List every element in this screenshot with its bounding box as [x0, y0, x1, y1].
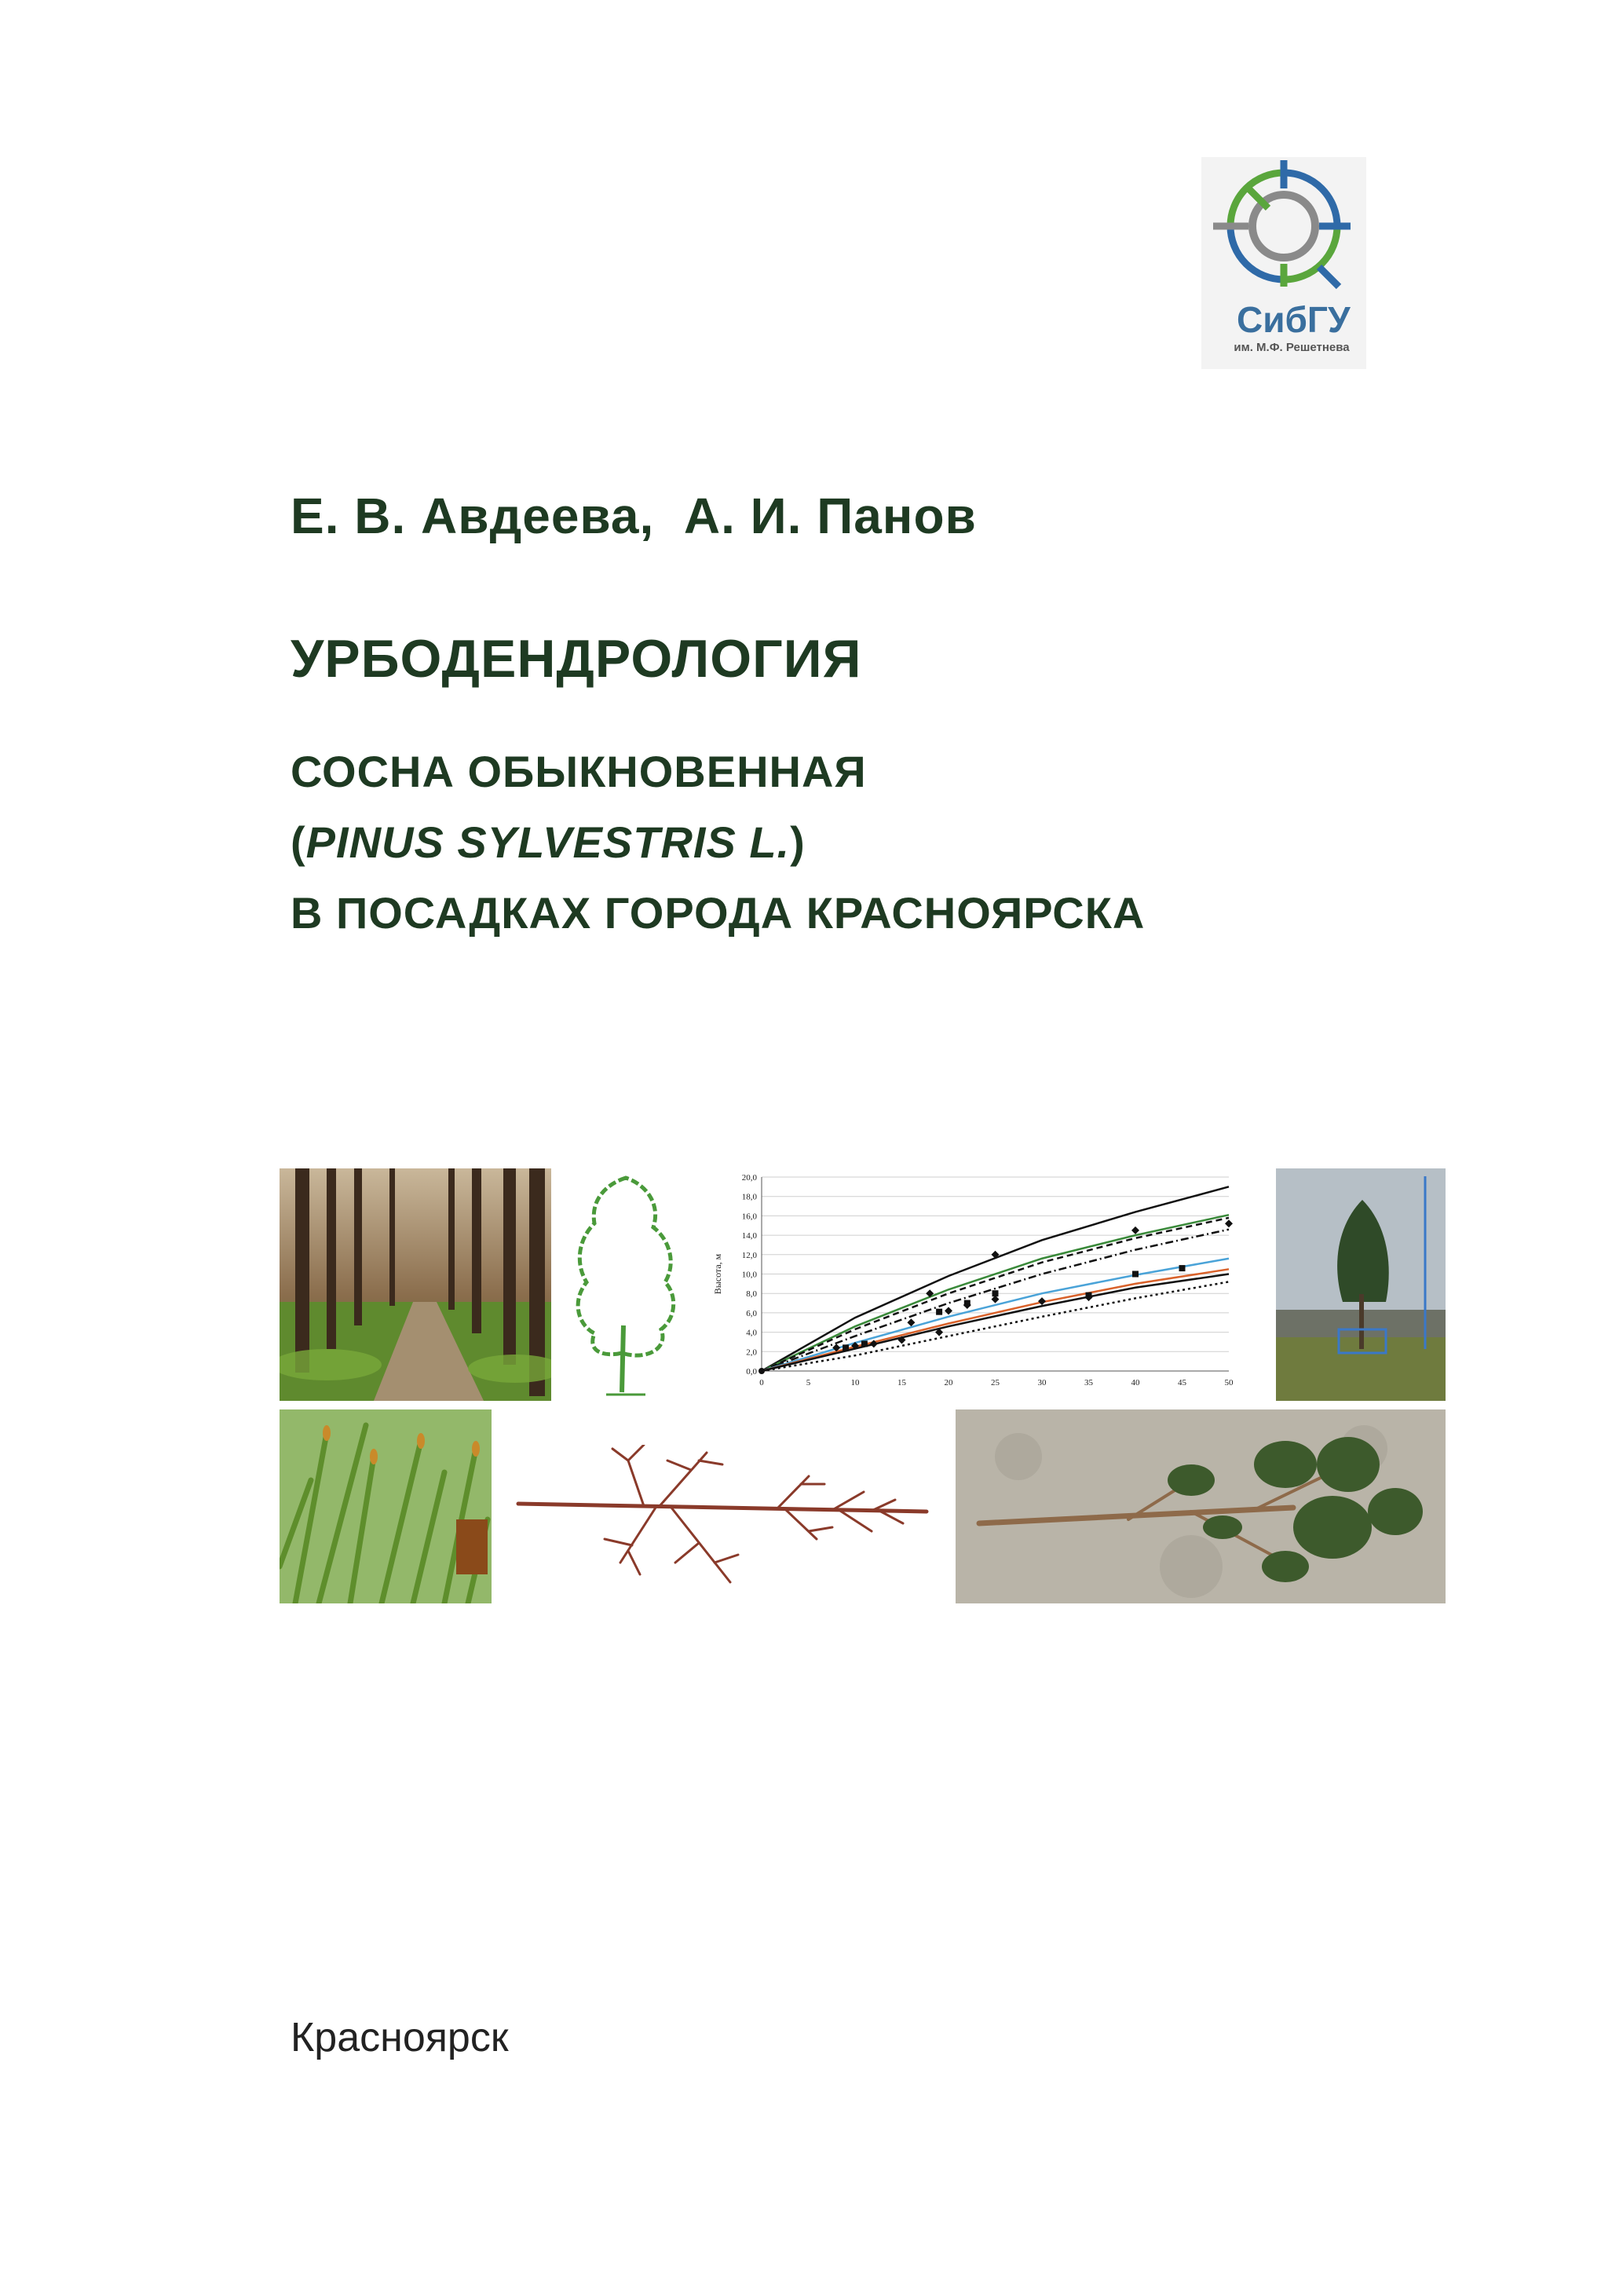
x-tick-label: 35 [1084, 1378, 1093, 1387]
y-tick-label: 16,0 [741, 1212, 757, 1222]
pine-needles-photo [280, 1409, 492, 1603]
data-point-square [1179, 1265, 1186, 1271]
y-tick-label: 0,0 [746, 1367, 757, 1377]
latin-name: PINUS SYLVESTRIS L. [305, 817, 791, 867]
x-tick-label: 20 [944, 1378, 953, 1387]
subtitle-line-3: В ПОСАДКАХ ГОРОДА КРАСНОЯРСКА [291, 888, 1146, 938]
data-point-diamond [1038, 1297, 1046, 1305]
y-tick-label: 18,0 [741, 1192, 757, 1202]
publication-city: Красноярск [291, 2015, 509, 2060]
chart-canvas [707, 1165, 1268, 1401]
y-tick-label: 10,0 [741, 1270, 757, 1280]
y-tick-label: 4,0 [746, 1328, 757, 1338]
pine-branch-photo [956, 1409, 1446, 1603]
y-tick-label: 2,0 [746, 1347, 757, 1358]
x-tick-label: 0 [759, 1378, 764, 1387]
x-tick-label: 5 [806, 1378, 811, 1387]
data-point-square [843, 1344, 849, 1351]
subtitle-line-1: СОСНА ОБЫКНОВЕННАЯ [291, 747, 867, 796]
x-tick-label: 40 [1131, 1378, 1140, 1387]
data-point-square [964, 1300, 971, 1307]
data-point-diamond [907, 1318, 915, 1326]
authors [291, 487, 977, 545]
y-axis-label: Высота, м [712, 1253, 723, 1295]
urban-pine-photo [1276, 1168, 1446, 1401]
series-line [762, 1186, 1229, 1371]
y-tick-label: 6,0 [746, 1308, 757, 1318]
subtitle-line-2: (PINUS SYLVESTRIS L.) [291, 817, 806, 867]
x-tick-label: 30 [1037, 1378, 1047, 1387]
forest-path-photo [280, 1168, 551, 1401]
author-2: А. И. Панов [683, 488, 977, 544]
data-point-origin [758, 1368, 765, 1374]
author-1: Е. В. Авдеева, [291, 488, 655, 544]
y-tick-label: 20,0 [741, 1173, 757, 1183]
data-point-diamond [1225, 1219, 1233, 1227]
x-tick-label: 45 [1178, 1378, 1186, 1387]
data-point-square [992, 1290, 999, 1296]
data-point-square [1086, 1292, 1092, 1299]
data-point-diamond [1131, 1227, 1139, 1234]
data-point-square [1132, 1271, 1139, 1278]
y-tick-label: 14,0 [741, 1231, 757, 1241]
branch-structure-diagram [503, 1445, 942, 1602]
book-title: УРБОДЕНДРОЛОГИЯ [291, 629, 862, 689]
logo-subtitle: им. М.Ф. Решетнева [1234, 341, 1350, 354]
height-growth-chart [707, 1165, 1268, 1401]
x-tick-label: 50 [1224, 1378, 1234, 1387]
y-tick-label: 8,0 [746, 1289, 757, 1300]
pine-silhouette-drawing [559, 1168, 693, 1401]
data-point-diamond [945, 1307, 952, 1314]
logo-name: СибГУ [1237, 299, 1351, 340]
data-point-square [861, 1340, 868, 1347]
x-tick-label: 10 [850, 1378, 860, 1387]
x-tick-label: 25 [991, 1378, 1000, 1387]
x-tick-label: 15 [897, 1378, 906, 1387]
y-tick-label: 12,0 [741, 1250, 757, 1260]
data-point-square [936, 1309, 942, 1315]
